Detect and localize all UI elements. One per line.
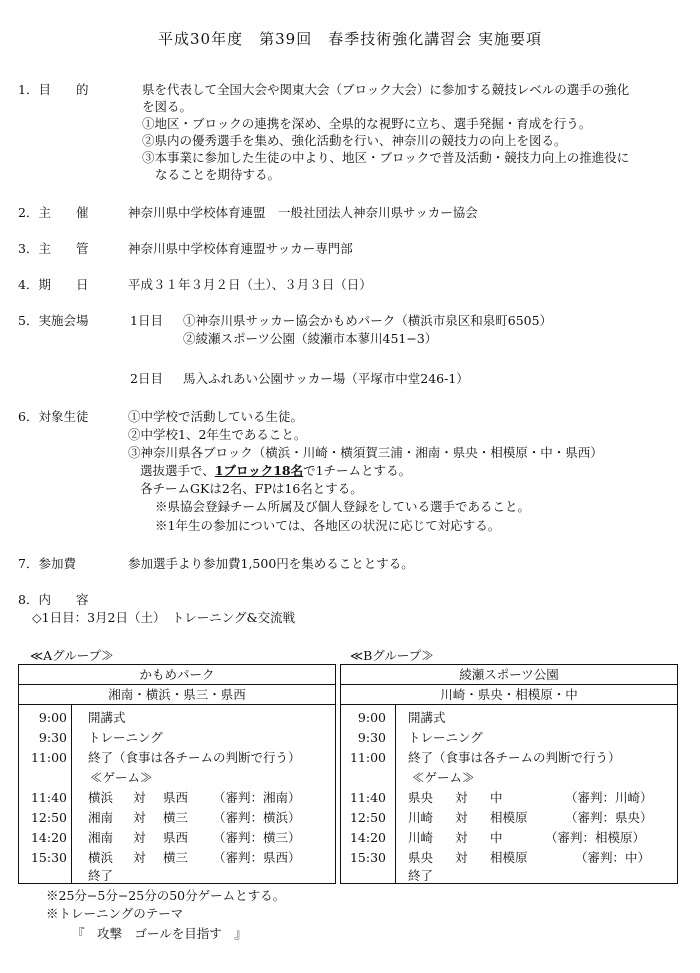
page-title: 平成30年度 第39回 春季技術強化講習会 実施要項 [158, 30, 542, 48]
group-a-team-1: 横浜 [88, 850, 114, 865]
group-b-event: 開講式 [408, 710, 446, 725]
group-b-team-2: 相模原 [490, 850, 528, 865]
purpose-line-4: ②県内の優秀選手を集め、強化活動を行い、神奈川の競技力の向上を図る。 [142, 133, 567, 148]
group-a-vs: 対 [133, 810, 146, 825]
group-b-divider-1 [340, 684, 678, 685]
day-1-schedule-heading: ◇1日目：3月2日（土） トレーニング&交流戦 [32, 610, 296, 625]
group-a-event: 開講式 [88, 710, 126, 725]
group-a-divider-2 [18, 704, 336, 705]
group-b-time-divider [395, 704, 396, 884]
group-a-referee: （審判：県西） [213, 850, 301, 865]
group-b-teams: 川崎・県央・相模原・中 [440, 687, 578, 702]
group-a-time: 9:00 [38, 710, 67, 725]
group-b-game-time: 15:30 [349, 850, 386, 865]
group-b-team-1: 川崎 [408, 830, 434, 845]
group-a-venue: かもめパーク [139, 667, 215, 682]
purpose-line-3: ①地区・ブロックの連携を深め、全県的な視野に立ち、選手発掘・育成を行う。 [142, 116, 592, 131]
game-format-note: ※25分−5分−25分の50分ゲームとする。 [46, 888, 286, 903]
section-4-heading: 4．期 日 [18, 277, 89, 292]
group-b-team-2: 相模原 [490, 810, 528, 825]
group-b-team-2: 中 [490, 790, 503, 805]
venue-day-1-label: 1日目 [130, 313, 163, 328]
target-line-3: ③神奈川県各ブロック（横浜・川崎・横須賀三浦・湘南・県央・相模原・中・県西） [128, 445, 603, 460]
group-a-team-2: 横三 [163, 850, 189, 865]
target-line-1: ①中学校で活動している生徒。 [128, 409, 304, 424]
group-b-team-1: 県央 [408, 790, 434, 805]
purpose-line-5: ③本事業に参加した生徒の中より、地区・ブロックで普及活動・競技力向上の推進役に [142, 150, 630, 165]
section-1-heading: 1．目 的 [18, 82, 89, 97]
group-a-vs: 対 [133, 790, 146, 805]
group-a-vs: 対 [133, 850, 146, 865]
target-line-4a: 選抜選手で、 [140, 463, 215, 478]
section-2-heading: 2．主 催 [18, 205, 89, 220]
group-b-referee: （審判：川崎） [565, 790, 653, 805]
venue-2: ②綾瀬スポーツ公園（綾瀬市本蓼川451−3） [183, 331, 438, 346]
group-b-vs: 対 [455, 790, 468, 805]
section-3-heading: 3．主 管 [18, 241, 89, 256]
group-b-team-1: 川崎 [408, 810, 434, 825]
section-8-heading: 8．内 容 [18, 592, 89, 607]
group-a-event: 終了（食事は各チームの判断で行う） [88, 750, 301, 765]
group-b-referee: （審判：相模原） [545, 830, 646, 845]
target-line-2: ②中学校1、2年生であること。 [128, 427, 307, 442]
target-line-4c: で1チームとする。 [303, 463, 412, 478]
purpose-line-6: なることを期待する。 [155, 167, 281, 182]
group-a-team-2: 横三 [163, 810, 189, 825]
section-5-heading: 5．実施会場 [18, 313, 89, 328]
venue-3: 馬入ふれあい公園サッカー場（平塚市中堂246-1） [183, 371, 469, 386]
group-b-referee: （審判：中） [575, 850, 651, 865]
group-a-team-1: 湘南 [88, 830, 114, 845]
target-line-5: 各チームGKは2名、FPは16名とする。 [140, 481, 363, 496]
fee-text: 参加選手より参加費1,500円を集めることとする。 [128, 556, 414, 571]
group-b-time: 11:00 [349, 750, 386, 765]
group-a-time: 11:00 [30, 750, 67, 765]
group-a-event: トレーニング [88, 730, 163, 745]
group-b-vs: 対 [455, 830, 468, 845]
training-theme-note: ※トレーニングのテーマ [46, 906, 184, 921]
target-line-6: ※県協会登録チーム所属及び個人登録をしている選手であること。 [155, 499, 531, 514]
group-b-event: トレーニング [408, 730, 483, 745]
group-a-divider-1 [18, 684, 336, 685]
group-a-game-time: 15:30 [30, 850, 67, 865]
group-a-game-time: 11:40 [30, 790, 67, 805]
section-6-heading: 6．対象生徒 [18, 409, 89, 424]
group-b-venue: 綾瀬スポーツ公園 [459, 667, 559, 682]
group-a-referee: （審判：横浜） [213, 810, 301, 825]
group-b-time: 9:30 [357, 730, 386, 745]
group-b-time: 9:00 [357, 710, 386, 725]
group-b-referee: （審判：県央） [565, 810, 653, 825]
group-a-vs: 対 [133, 830, 146, 845]
group-b-vs: 対 [455, 810, 468, 825]
purpose-line-1: 県を代表して全国大会や関東大会（ブロック大会）に参加する競技レベルの選手の強化 [142, 82, 630, 97]
group-a-time: 9:30 [38, 730, 67, 745]
organizer-text: 神奈川県中学校体育連盟 一般社団法人神奈川県サッカー協会 [128, 205, 478, 220]
purpose-line-2: を図る。 [142, 99, 193, 114]
group-b-label: ≪Bグループ≫ [350, 648, 434, 663]
group-b-game-time: 11:40 [349, 790, 386, 805]
venue-1: ①神奈川県サッカー協会かもめパーク（横浜市泉区和泉町6505） [183, 313, 553, 328]
manager-text: 神奈川県中学校体育連盟サッカー専門部 [128, 241, 353, 256]
group-b-divider-2 [340, 704, 678, 705]
group-a-team-2: 県西 [163, 830, 189, 845]
date-text: 平成３１年３月２日（土）、３月３日（日） [128, 277, 372, 292]
group-a-referee: （審判：湘南） [213, 790, 301, 805]
target-line-4 [140, 463, 411, 479]
group-a-label: ≪Aグループ≫ [30, 648, 114, 663]
venue-day-2-label: 2日目 [130, 371, 163, 386]
group-b-team-1: 県央 [408, 850, 434, 865]
group-b-game-time: 14:20 [349, 830, 386, 845]
target-line-7: ※1年生の参加については、各地区の状況に応じて対応する。 [155, 518, 501, 533]
group-b-end: 終了 [408, 868, 434, 883]
group-b-event: 終了（食事は各チームの判断で行う） [408, 750, 621, 765]
group-a-team-1: 横浜 [88, 790, 114, 805]
group-a-time-divider [71, 704, 72, 884]
group-b-game-heading: ≪ゲーム≫ [412, 770, 475, 785]
group-a-game-time: 12:50 [30, 810, 67, 825]
group-a-teams: 湘南・横浜・県三・県西 [108, 687, 246, 702]
training-theme: 『 攻撃 ゴールを目指す 』 [72, 926, 247, 941]
group-a-referee: （審判：横三） [213, 830, 301, 845]
group-a-game-time: 14:20 [30, 830, 67, 845]
group-b-game-time: 12:50 [349, 810, 386, 825]
group-b-team-2: 中 [490, 830, 503, 845]
group-a-game-heading: ≪ゲーム≫ [90, 770, 153, 785]
group-a-team-1: 湘南 [88, 810, 114, 825]
block-quota: 1ブロック18名 [214, 463, 304, 478]
group-a-team-2: 県西 [163, 790, 189, 805]
group-a-end: 終了 [88, 868, 114, 883]
section-7-heading: 7．参加費 [18, 556, 76, 571]
group-b-vs: 対 [455, 850, 468, 865]
